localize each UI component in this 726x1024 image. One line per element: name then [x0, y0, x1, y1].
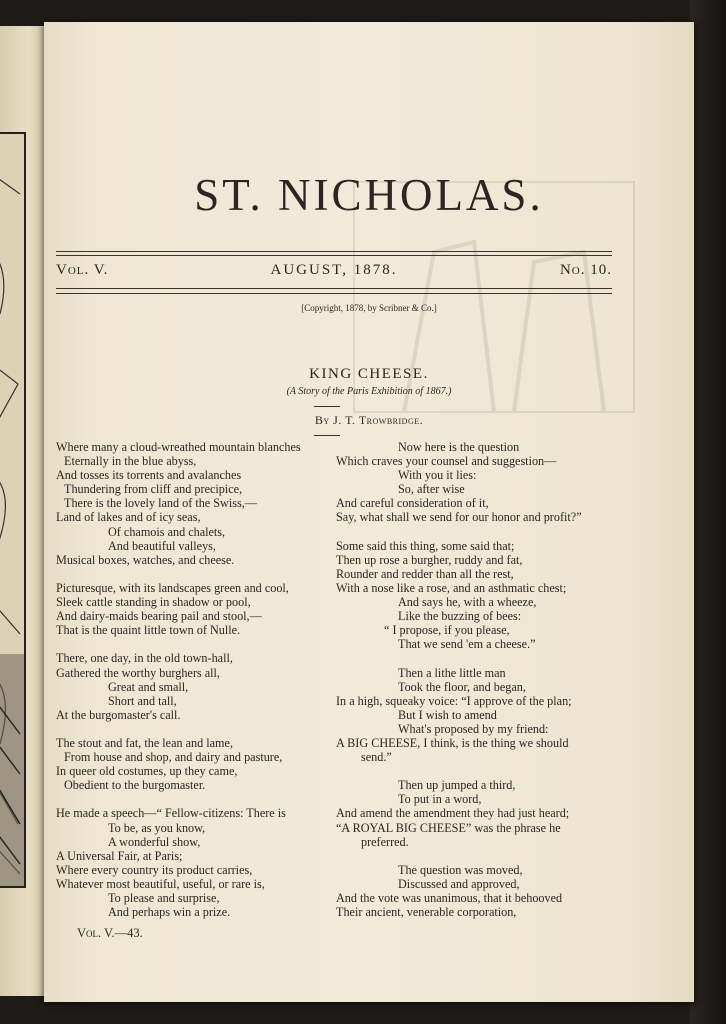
poem-line: Sleek cattle standing in shadow or pool, — [56, 595, 251, 610]
poem-line: And careful consideration of it, — [336, 496, 489, 511]
scan-background — [690, 0, 726, 1024]
poem-line: A Universal Fair, at Paris; — [56, 848, 183, 863]
stanza-break — [56, 637, 344, 651]
copyright-notice: [Copyright, 1878, by Scribner & Co.] — [301, 303, 437, 313]
poem-line: That we send 'em a cheese.” — [398, 637, 536, 652]
poem-line: Land of lakes and of icy seas, — [56, 510, 201, 525]
poem-line: Their ancient, venerable corporation, — [336, 905, 517, 920]
poem-line: “ I propose, if you please, — [384, 623, 510, 638]
poem-line: To be, as you know, — [108, 820, 206, 835]
poem-line: And beautiful valleys, — [108, 538, 216, 553]
header-rule — [56, 293, 612, 294]
poem-line: send.” — [361, 750, 392, 765]
poem-line: The stout and fat, the lean and lame, — [56, 735, 233, 750]
poem-line: Great and small, — [108, 679, 189, 694]
poem-line: Then up rose a burgher, ruddy and fat, — [336, 552, 523, 567]
stanza-break — [336, 849, 626, 863]
poem-line: Took the floor, and began, — [398, 679, 526, 694]
poem-line: And tosses its torrents and avalanches — [56, 468, 242, 483]
poem-line: Which craves your counsel and suggestion— — [336, 454, 557, 469]
stanza-break — [56, 792, 344, 806]
article-subtitle: (A Story of the Paris Exhibition of 1867.) — [286, 386, 452, 397]
poem-line: preferred. — [361, 834, 409, 849]
poem-line: A BIG CHEESE, I think, is the thing we should — [336, 735, 569, 750]
magazine-masthead: ST. NICHOLAS. — [194, 170, 544, 220]
poem-line: There is the lovely land of the Swiss,— — [64, 496, 257, 511]
poem-line: Now here is the question — [398, 440, 520, 454]
poem-line: A wonderful show, — [108, 834, 201, 849]
poem-line: Where many a cloud-wreathed mountain blanches — [56, 440, 301, 454]
poem-line: And dairy-maids bearing pail and stool,— — [56, 609, 262, 624]
poem-line: That is the quaint little town of Nulle. — [56, 623, 241, 638]
issue-number: No. 10. — [559, 262, 612, 278]
poem-line: And perhaps win a prize. — [108, 905, 231, 920]
poem-line: He made a speech—“ Fellow-citizens: There is — [56, 806, 286, 821]
byline-rule — [314, 435, 340, 436]
poem-line: Obedient to the burgomaster. — [64, 778, 206, 793]
poem-line: Eternally in the blue abyss, — [64, 454, 197, 469]
poem-line: What's proposed by my friend: — [398, 721, 549, 736]
poem-line: From house and shop, and dairy and pasture, — [64, 750, 283, 765]
poem-line: The question was moved, — [398, 862, 523, 877]
poem-line: At the burgomaster's call. — [56, 707, 181, 722]
poem-line: Where every country its product carries, — [56, 862, 253, 877]
poem-line: Of chamois and chalets, — [108, 524, 226, 539]
poem-line: With a nose like a rose, and an asthmatic chest; — [336, 580, 567, 595]
stanza-break — [56, 567, 344, 581]
poem-line: There, one day, in the old town-hall, — [56, 651, 233, 666]
poem-line: Thundering from cliff and precipice, — [64, 482, 243, 497]
issue-info-row — [56, 262, 612, 284]
poem-line: And amend the amendment they had just heard; — [336, 806, 570, 821]
issue-date: AUGUST, 1878. — [270, 262, 398, 278]
poem-line: Like the buzzing of bees: — [398, 609, 522, 624]
magazine-page — [44, 22, 694, 1002]
poem-line: Discussed and approved, — [398, 876, 520, 891]
poem-line: And says he, with a wheeze, — [398, 595, 537, 610]
poem-column-left — [56, 440, 344, 919]
article-byline — [44, 413, 694, 428]
poem-line: And the vote was unanimous, that it behooved — [336, 891, 563, 905]
volume-label: Vol. V. — [56, 262, 109, 278]
poem-line: In a high, squeaky voice: “I approve of the plan; — [336, 693, 572, 708]
poem-line: Some said this thing, some said that; — [336, 538, 515, 553]
poem-line: Then up jumped a third, — [398, 778, 516, 793]
poem-line: Rounder and redder than all the rest, — [336, 566, 514, 581]
poem-line: But I wish to amend — [398, 707, 497, 722]
stanza-break — [336, 525, 626, 539]
stanza-break — [336, 764, 626, 778]
poem-line: Whatever most beautiful, useful, or rare is, — [56, 876, 265, 891]
poem-line: With you it lies: — [398, 468, 477, 483]
poem-line: Short and tall, — [108, 693, 177, 708]
header-rule — [56, 255, 612, 256]
poem-line: Musical boxes, watches, and cheese. — [56, 552, 235, 567]
poem-line: So, after wise — [398, 482, 465, 497]
poem-line: Say, what shall we send for our honor and profit?” — [336, 510, 582, 525]
stanza-break — [336, 651, 626, 665]
poem-line: Gathered the worthy burghers all, — [56, 665, 220, 680]
poem-line: To please and surprise, — [108, 891, 220, 905]
facing-page-illustration — [0, 132, 26, 888]
poem-line: Picturesque, with its landscapes green and cool, — [56, 580, 289, 595]
article-title: KING CHEESE. — [309, 366, 429, 382]
author-name: J. T. Trowbridge. — [333, 413, 424, 427]
poem-line: Then a lithe little man — [398, 665, 506, 680]
header-rule — [56, 251, 612, 252]
title-rule — [314, 406, 340, 407]
poem-line: In queer old costumes, up they came, — [56, 764, 238, 779]
poem-line: “A ROYAL BIG CHEESE” was the phrase he — [336, 820, 561, 835]
stanza-break — [56, 722, 344, 736]
page-folio: Vol. V.—43. — [77, 926, 143, 940]
poem-column-right — [336, 440, 626, 919]
header-rule — [56, 288, 612, 289]
poem-line: To put in a word, — [398, 792, 482, 807]
byline-prefix: By — [314, 413, 330, 427]
